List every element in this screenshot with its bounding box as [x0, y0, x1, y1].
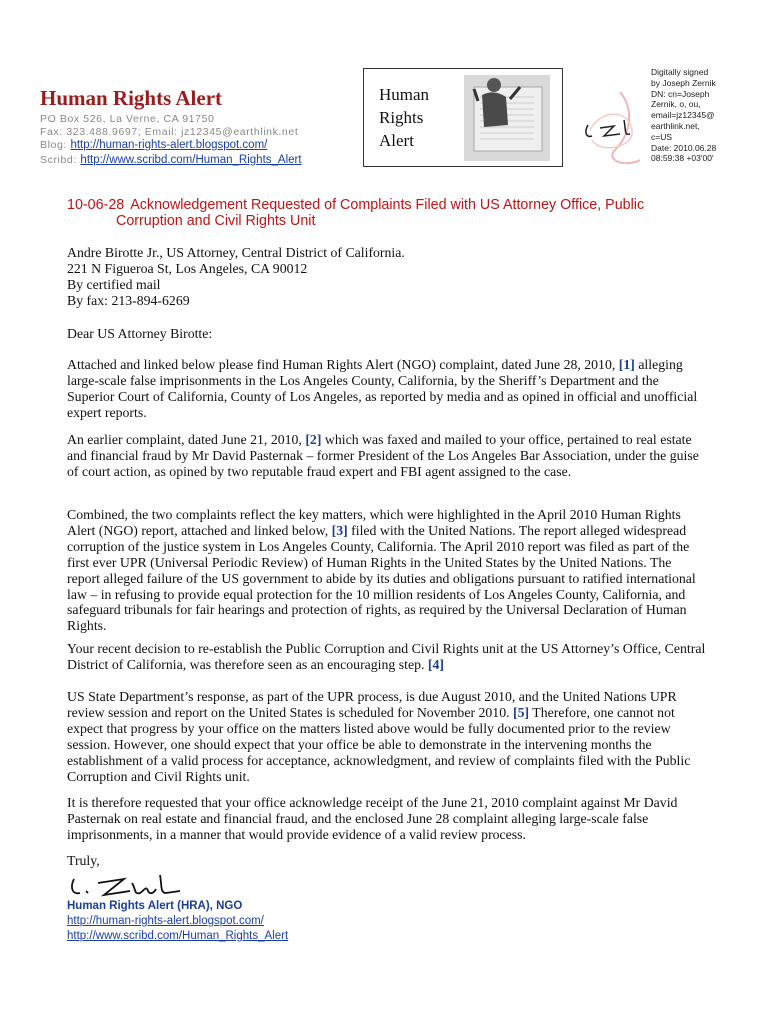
logo-line-1: Human: [379, 85, 430, 104]
address-line: PO Box 526, La Verne, CA 91750: [40, 113, 215, 125]
footer-blog: [67, 914, 264, 928]
logo-line-2: Rights: [379, 108, 424, 127]
paragraph-text: It is therefore requested that your office acknowledge receipt of the June 21, 2010 complaint against Mr David Pasternak on real estate and financial fraud, and the enclosed June 28 complaint alleging large-scale false imprisonments, in a manner that would provide evidence of a valid review process.: [67, 795, 678, 842]
subject-line-2: Corruption and Civil Rights Unit: [116, 213, 316, 229]
blog-link[interactable]: http://human-rights-alert.blogspot.com/: [70, 139, 268, 151]
scribd-link[interactable]: http://www.scribd.com/Human_Rights_Alert: [80, 154, 302, 166]
logo-text: [379, 83, 429, 152]
paragraph-text: An earlier complaint, dated June 21, 2010,: [67, 432, 302, 447]
hra-logo: [363, 68, 563, 167]
paragraph-text: alleging large-scale false imprisonments in the Los Angeles County, California, by the Sheriff’s Department and the Superior Court of California, County of Los Angeles, as reported by media and as opined in official and unofficial expert reports.: [67, 357, 698, 420]
paragraph-text: US State Department’s response, as part of the UPR process, is due August 2010, and the United Nations UPR review session and report on the United States is scheduled for November 2010.: [67, 689, 677, 720]
paragraph-text: Combined, the two complaints reflect the key matters, which were highlighted in the April 2010 Human Rights Alert (NGO) report, attached and linked below,: [67, 507, 681, 538]
paragraph-text: which was faxed and mailed to your office, pertained to real estate and financial fraud by Mr David Pasternak – former President of the Los Angeles Bar Association, under the guise of court action, as opined by two reputable fraud expert and FBI agent assigned to the case.: [67, 432, 699, 479]
subject-line-1: Acknowledgement Requested of Complaints Filed with US Attorney Office, Public: [130, 197, 645, 213]
footer-org: [67, 899, 242, 913]
sig-line: DN: cn=Joseph: [651, 88, 710, 99]
paragraph-6: [67, 795, 707, 843]
sig-line: 08:59:38 +03'00': [651, 153, 714, 164]
sig-line: Date: 2010.06.28: [651, 142, 717, 153]
recipient-line: 221 N Figueroa St, Los Angeles, CA 90012: [67, 260, 308, 276]
recipient-line: By fax: 213-894-6269: [67, 292, 190, 308]
paragraph-1: [67, 357, 707, 421]
org-title: Human Rights Alert: [40, 86, 223, 110]
paragraph-3: [67, 507, 707, 634]
sig-line: earthlink.net,: [651, 120, 700, 131]
reference-2: [2]: [305, 432, 322, 447]
sig-line: Digitally signed: [651, 67, 709, 77]
signature-stamp-image: [580, 90, 650, 170]
reference-4: [4]: [427, 656, 444, 672]
logo-line-3: Alert: [379, 131, 414, 150]
salutation: Dear US Attorney Birotte:: [67, 326, 213, 341]
subject-number: 10-06-28: [67, 197, 125, 213]
reference-1: [1]: [618, 357, 635, 372]
scribd-line: [40, 154, 302, 166]
paragraph-4: [67, 641, 707, 673]
logo-photo-image: [464, 75, 550, 161]
sig-line: c=US: [651, 131, 673, 142]
paragraph-2: [67, 432, 707, 480]
scribd-label: Scribd:: [40, 154, 77, 166]
sig-line: by Joseph Zernik: [651, 77, 716, 88]
footer-scribd-link[interactable]: http://www.scribd.com/Human_Rights_Alert: [67, 930, 289, 942]
reference-5: [5]: [513, 704, 530, 720]
digital-signature-details: [651, 67, 766, 164]
reference-3: [3]: [331, 522, 348, 538]
footer-org-name: Human Rights Alert (HRA), NGO: [67, 900, 243, 912]
paragraph-text: Your recent decision to re-establish the Public Corruption and Civil Rights unit at the US Attorney’s Office, Central District of California, was therefore seen as an encouraging step.: [67, 641, 706, 672]
recipient-line: Andre Birotte Jr., US Attorney, Central District of California.: [67, 245, 405, 260]
closing: Truly,: [67, 853, 100, 868]
blog-line: [40, 139, 267, 151]
paragraph-text: Attached and linked below please find Human Rights Alert (NGO) complaint, dated June 28, 2010,: [67, 357, 616, 372]
blog-label: Blog:: [40, 139, 67, 151]
paragraph-text: Therefore, one cannot not expect that progress by your office on the matters listed above would be fully documented prior to the review session. However, one should expect that your office be able to demonstrate in the intervening months the establishment of a valid process for acceptance, acknowledgment, and review of complaints filed with the Public Corruption and Civil Rights unit.: [67, 704, 691, 784]
recipient-line: By certified mail: [67, 276, 161, 292]
paragraph-text: filed with the United Nations. The report alleged widespread corruption of the justice system in Los Angeles County, California. The April 2010 report was filed as part of the first ever UPR (Universal Periodic Review) of Human Rights in the United States by the United Nations. The report alleged failure of the US government to abide by its duties and obligations pursuant to ratified international law – in refusing to provide equal protection for the 10 million residents of Los Angeles County, California, and safeguard tribunals for fair hearings and protection of rights, as required by the Universal Declaration of Human Rights.: [67, 522, 696, 634]
letter-subject: [67, 197, 707, 229]
footer-blog-link[interactable]: http://human-rights-alert.blogspot.com/: [67, 915, 264, 927]
fax-email-line: Fax: 323.488.9697; Email: jz12345@earthlink.net: [40, 126, 299, 138]
sig-line: email=jz12345@: [651, 110, 715, 121]
sig-line: Zernik, o, ou,: [651, 99, 701, 110]
footer-scribd: [67, 929, 288, 943]
handwritten-signature-image: [70, 869, 190, 901]
recipient-block: [67, 245, 707, 309]
paragraph-5: [67, 689, 707, 784]
